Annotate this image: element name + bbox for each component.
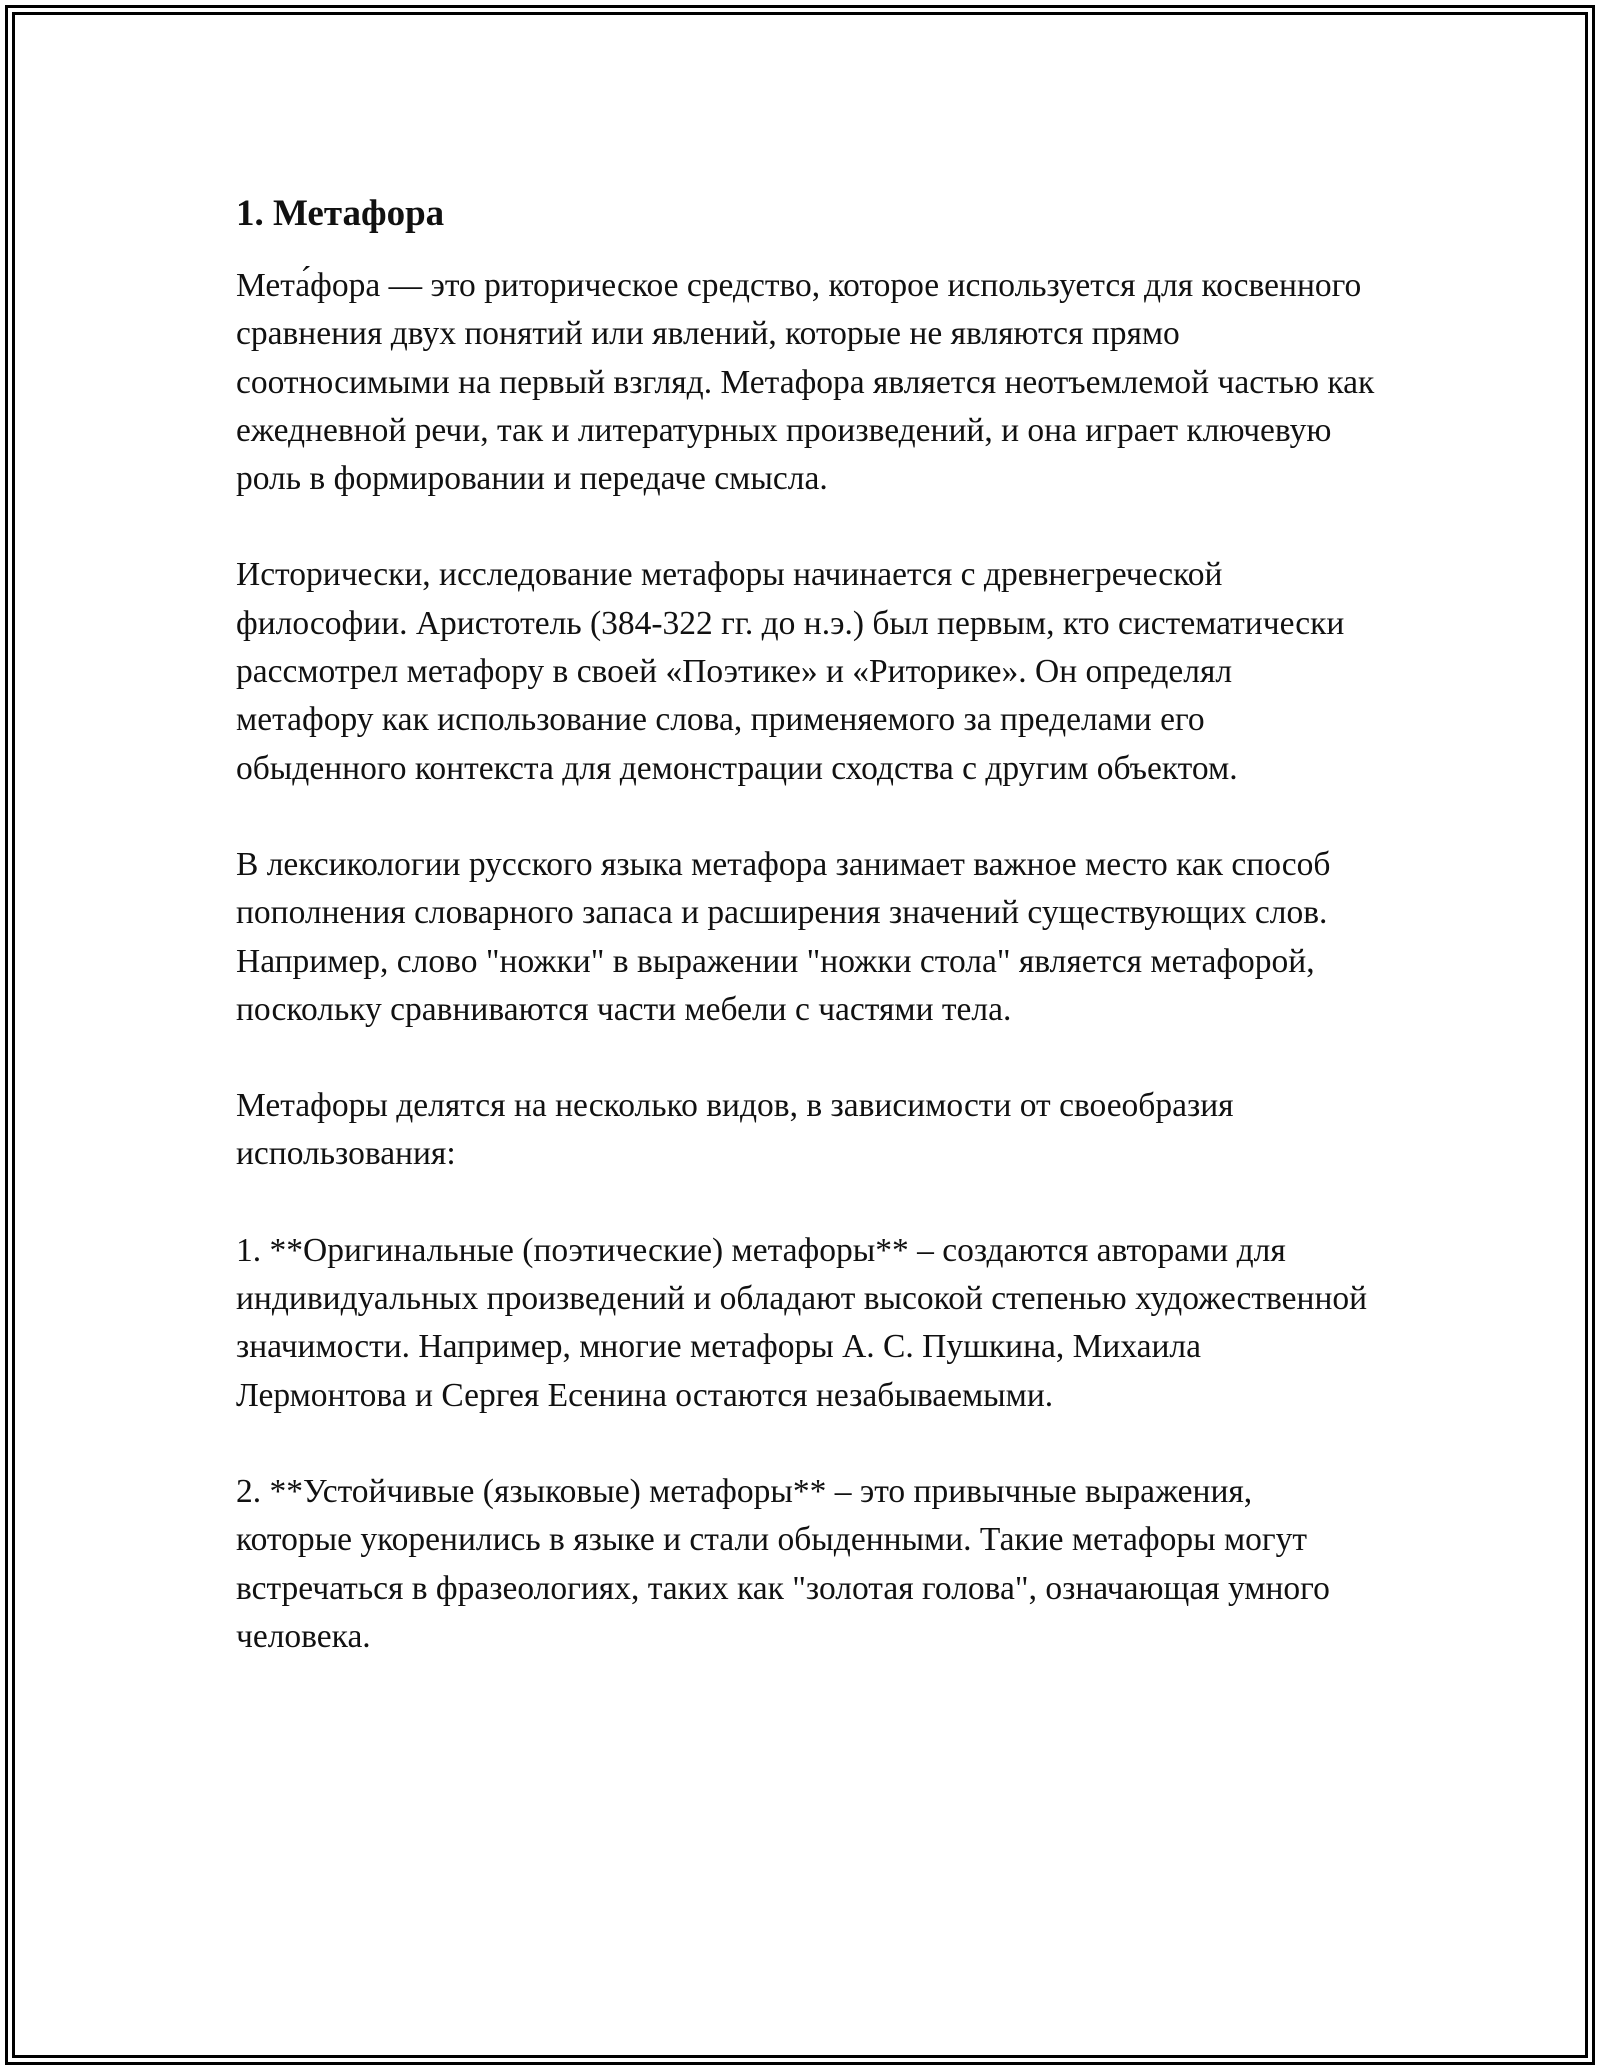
- paragraph-original-metaphors: 1. **Оригинальные (поэтические) метафоры** – создаются авторами для индивидуальных произведений и обладают высокой степенью художественной значимости. Например, многие метафоры А. С. Пушкина, Михаила Лермонтова и Сергея Есенина остаются незабываемыми.: [236, 1231, 1368, 1414]
- paragraph-stable-metaphors: 2. **Устойчивые (языковые) метафоры** – это привычные выражения, которые укоренились в языке и стали обыденными. Такие метафоры могут встречаться в фразеологиях, таких как "золотая голова", означающая умного человека.: [236, 1472, 1330, 1655]
- document-body: [236, 188, 1376, 1709]
- paragraph-types-intro: Метафоры делятся на несколько видов, в зависимости от своеобразия использования:: [236, 1087, 1234, 1173]
- section-heading: 1. Метафора: [236, 193, 445, 234]
- paragraph-lexicology: В лексикологии русского языка метафора занимает важное место как способ пополнения словарного запаса и расширения значений существующих слов. Например, слово "ножки" в выражении "ножки стола" является метафорой, поскольку сравниваются части мебели с частями тела.: [236, 845, 1331, 1028]
- paragraph-definition: Мета́фора — это риторическое средство, которое используется для косвенного сравнения двух понятий или явлений, которые не являются прямо соотносимыми на первый взгляд. Метафора является неотъемлемой частью как ежедневной речи, так и литературных произведений, и она играет ключевую роль в формировании и передаче смысла.: [236, 267, 1375, 498]
- paragraph-history: Исторически, исследование метафоры начинается с древнегреческой философии. Аристотель (384-322 гг. до н.э.) был первым, кто систематически рассмотрел метафору в своей «Поэтике» и «Риторике». Он определял метафору как использование слова, применяемого за пределами его обыденного контекста для демонстрации сходства с другим объектом.: [236, 556, 1345, 787]
